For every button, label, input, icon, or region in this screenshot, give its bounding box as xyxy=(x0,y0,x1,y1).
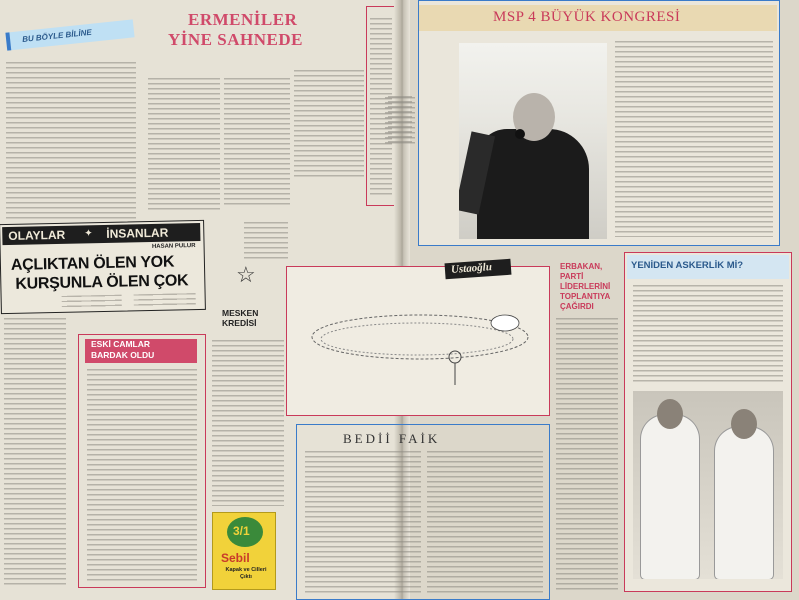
microphone-icon xyxy=(515,129,525,139)
sebil-badge xyxy=(227,517,263,547)
olaylar-header xyxy=(2,223,200,245)
article-text-column xyxy=(62,295,122,310)
person-head-right xyxy=(731,409,757,439)
article-text-column xyxy=(615,41,773,237)
ustaoglu-banner xyxy=(445,259,512,280)
article-text-column xyxy=(294,70,364,180)
mesken-title-2: KREDİSİ xyxy=(222,318,257,328)
bedii-faik-box xyxy=(296,424,550,600)
msp-title: MSP 4 BÜYÜK KONGRESİ xyxy=(493,9,681,25)
msp-congress-box xyxy=(418,0,780,246)
olaylar-icon: ✦ xyxy=(84,228,93,240)
article-text-column xyxy=(6,62,136,222)
person-figure-left xyxy=(641,415,699,579)
article-text-column xyxy=(305,451,421,595)
ermeniler-title-line2: YİNE SAHNEDE xyxy=(168,30,303,49)
eski-camlar-title-2: BARDAK OLDU xyxy=(91,350,155,360)
bu-boyle-banner xyxy=(5,19,134,50)
article-text-column xyxy=(4,318,66,588)
eski-camlar-header xyxy=(85,339,197,363)
sebil-subtitle: Kapak ve Cilleri Çıktı xyxy=(225,567,267,580)
mesken-title-1: MESKEN xyxy=(222,308,259,318)
erbakan-title-5: ÇAĞIRDI xyxy=(560,302,594,311)
erbakan-title-4: TOPLANTIYA xyxy=(560,292,611,301)
eski-camlar-title-1: ESKİ CAMLAR xyxy=(91,339,151,349)
person-figure-right xyxy=(715,427,773,579)
aclik-headline-line2: KURŞUNLA ÖLEN ÇOK xyxy=(15,272,189,293)
article-text-column xyxy=(87,369,197,583)
eski-camlar-box xyxy=(78,334,206,588)
article-text-column xyxy=(212,340,284,506)
cartoon-crowd xyxy=(321,323,513,355)
sebil-ad xyxy=(212,512,276,590)
article-text-column xyxy=(388,96,412,146)
bu-boyle-label: BU BÖYLE BİLİNE xyxy=(21,27,93,44)
yeniden-askerlik-box xyxy=(624,252,792,592)
olaylar-author: HASAN PULUR xyxy=(151,243,196,250)
speaker-suit xyxy=(477,129,589,239)
sebil-title: Sebil xyxy=(221,551,250,565)
ustaoglu-cartoon-box xyxy=(286,261,550,416)
ermeniler-headline xyxy=(168,10,318,50)
person-head-left xyxy=(657,399,683,429)
article-text-column xyxy=(427,451,543,595)
olaylar-insanlar-box xyxy=(0,220,206,314)
ustaoglu-label: Ustaoğlu xyxy=(450,261,493,276)
aclik-headline-line1: AÇLIKTAN ÖLEN YOK xyxy=(10,253,175,274)
insanlar-label: İNSANLAR xyxy=(106,225,169,241)
olaylar-label: OLAYLAR xyxy=(8,227,66,243)
article-text-column xyxy=(224,78,290,208)
askerlik-title: YENİDEN ASKERLİK Mİ? xyxy=(631,260,744,271)
askerlik-photo xyxy=(633,391,783,579)
cartoon-figure-head xyxy=(449,351,461,363)
star-icon: ☆ xyxy=(236,262,256,287)
sebil-number: 3/1 xyxy=(233,524,250,538)
msp-speaker-photo xyxy=(459,43,607,239)
erbakan-title-1: ERBAKAN, xyxy=(560,262,603,271)
cartoon-speech-bubble xyxy=(491,315,519,331)
article-text-column xyxy=(556,318,618,590)
article-text-column xyxy=(148,78,220,210)
msp-title-bar xyxy=(419,5,777,31)
cartoon-drawing xyxy=(295,289,545,399)
article-text-column xyxy=(633,285,783,385)
erbakan-title-2: PARTİ xyxy=(560,272,584,281)
article-text-column xyxy=(134,293,196,308)
askerlik-header xyxy=(627,255,789,279)
article-text-column xyxy=(244,222,288,262)
mesken-headline xyxy=(222,308,282,328)
ermeniler-title-line1: ERMENİLER xyxy=(188,10,298,29)
erbakan-title-3: LİDERLERİNİ xyxy=(560,282,611,291)
bedii-faik-title: BEDİİ FAİK xyxy=(343,431,441,446)
